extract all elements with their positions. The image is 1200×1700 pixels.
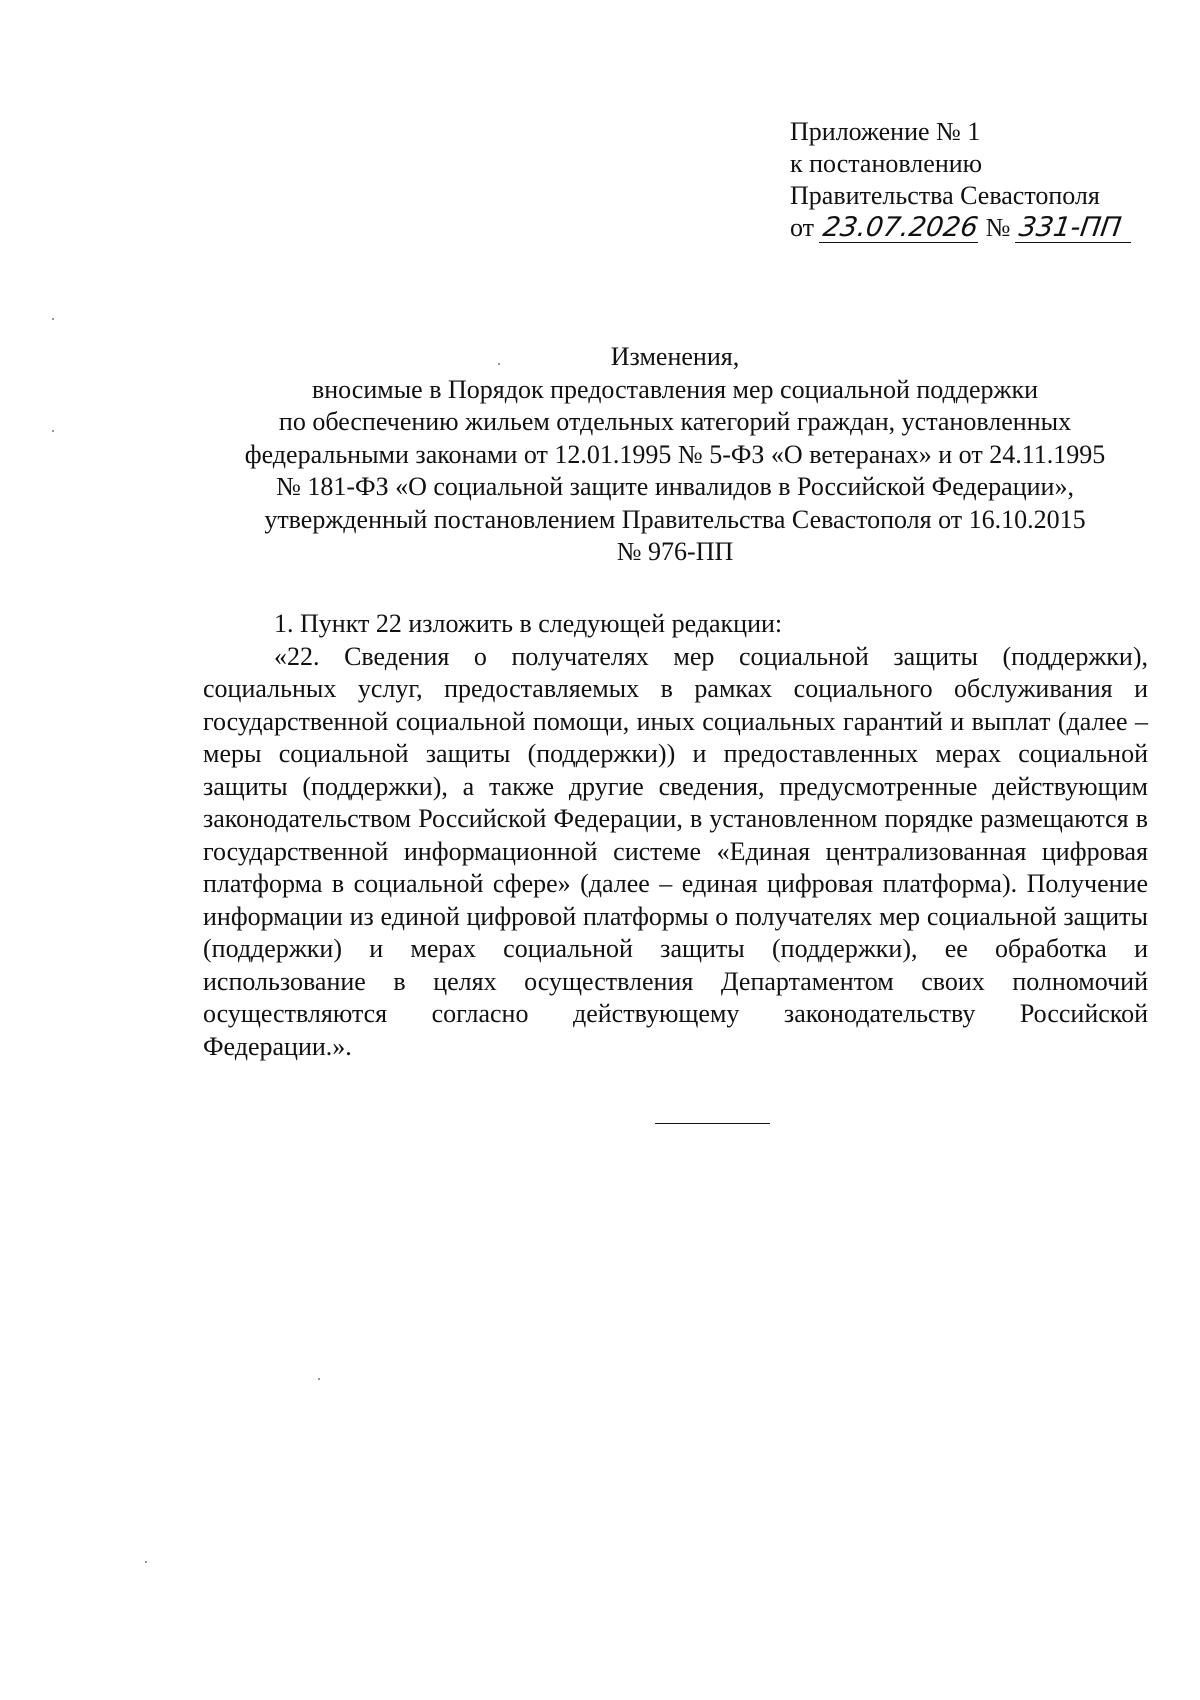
title-line: № 976-ПП [616,537,734,566]
number-prefix: № [985,213,1011,242]
amendment-item-1: 1. Пункт 22 изложить в следующей редакции: [274,609,783,638]
title-line: по обеспечению жильем отдельных категорий граждан, установленных [278,407,1072,436]
date-prefix: от [790,213,815,242]
title-heading: Изменения, [610,342,740,371]
appendix-ref-line: к постановлению [790,149,983,178]
scan-speck [318,1378,320,1380]
scan-speck [52,318,54,320]
document-body [203,608,1148,1063]
scan-speck [145,1561,147,1563]
appendix-issuer: Правительства Севастополя [790,181,1100,210]
title-line: вносимые в Порядок предоставления мер социальной поддержки [311,374,1039,404]
closing-rule [655,1123,770,1124]
scan-speck [498,363,500,365]
handwritten-number: 331-ПП [1015,214,1135,243]
scan-speck [52,430,54,432]
title-line: федеральными законами от 12.01.1995 № 5-ФЗ «О ветеранах» и от 24.11.1995 [244,439,1106,469]
appendix-title: Приложение № 1 [790,117,981,146]
handwritten-date: 23.07.2026 [820,212,980,243]
document-title [195,341,1155,569]
appendix-date-number-line [790,212,1133,244]
title-line: утвержденный постановлением Правительства Севастополя от 16.10.2015 [264,504,1086,534]
appendix-block [790,116,1133,244]
title-line: № 181-ФЗ «О социальной защите инвалидов в Российской Федерации», [276,472,1074,501]
amendment-quoted-text: «22. Сведения о получателях мер социальной защиты (поддержки), социальных услуг, предоставляемых в рамках социального обслуживания и государственной социальной помощи, иных социальных гарантий и выплат (далее – меры социальной защиты (поддержки)) и предоставленных мерах социальной защиты (поддержки), а также другие сведения, предусмотренные действующим законодательством Российской Федерации, в установленном порядке размещаются в государственной информационной системе «Единая централизованная цифровая платформа в социальной сфере» (далее – единая цифровая платформа). Получение информации из единой цифровой платформы о получателях мер социальной защиты (поддержки) и мерах социальной защиты (поддержки), ее обработка и использование в целях осуществления Департаментом своих полномочий осуществляются согласно действующему законодательству Российской Федерации.». [203,641,1148,1061]
